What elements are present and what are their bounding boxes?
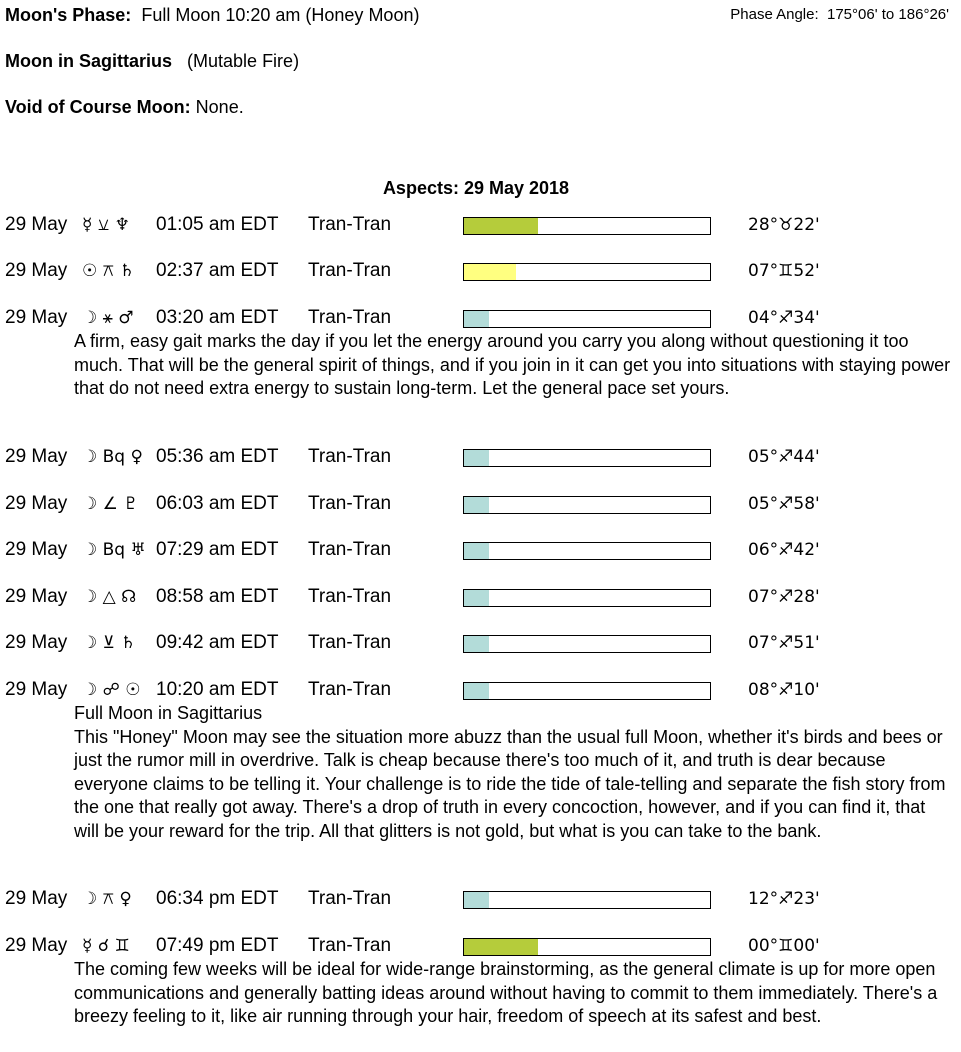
aspect-position: 08°♐10' (748, 680, 820, 700)
strength-bar-fill (464, 497, 489, 513)
aspect-time: 06:03 am EDT (156, 493, 279, 514)
aspect-position: 05°♐44' (748, 447, 820, 467)
aspect-position: 07°♊52' (748, 261, 820, 281)
aspect-position: 12°♐23' (748, 889, 820, 909)
aspect-kind: Tran-Tran (308, 214, 392, 235)
strength-bar-fill (464, 218, 538, 234)
moon-sign-value: (Mutable Fire) (187, 51, 300, 71)
aspect-kind: Tran-Tran (308, 307, 392, 328)
aspect-date: 29 May (5, 935, 68, 956)
strength-bar (463, 263, 711, 281)
strength-bar (463, 589, 711, 607)
strength-bar (463, 938, 711, 956)
aspect-position: 05°♐58' (748, 494, 820, 514)
phase-value: Full Moon 10:20 am (Honey Moon) (141, 5, 420, 25)
strength-bar-fill (464, 939, 538, 955)
aspect-position: 00°♊00' (748, 936, 820, 956)
strength-bar (463, 891, 711, 909)
aspect-glyphs: ☽ ☍ ☉ (82, 680, 141, 700)
phase-angle-label: Phase Angle: (730, 6, 819, 23)
aspect-kind: Tran-Tran (308, 888, 392, 909)
aspect-position: 28°♉22' (748, 215, 820, 235)
aspect-date: 29 May (5, 260, 68, 281)
aspect-kind: Tran-Tran (308, 679, 392, 700)
strength-bar-fill (464, 450, 489, 466)
aspect-kind: Tran-Tran (308, 586, 392, 607)
strength-bar (463, 542, 711, 560)
interpretation-text: This "Honey" Moon may see the situation more abuzz than the usual full Moon, whether it's birds and bees or just the rumor mill in overdrive. Talk is cheap because there's too much of it, and truth is dear because everyone claims to be telling it. Your challenge is to ride the tide of tale-telling and separate the fish story from the one that really got away. There's a drop of truth in every concoction, however, and if you can find it, that will be your reward for the trip. All that glitters is not gold, but what is you can take to the bank. (74, 726, 946, 841)
aspect-position: 07°♐28' (748, 587, 820, 607)
aspect-date: 29 May (5, 493, 68, 514)
aspect-time: 10:20 am EDT (156, 679, 279, 700)
aspect-glyphs: ☽ Bq ♀ (82, 447, 143, 467)
aspect-kind: Tran-Tran (308, 632, 392, 653)
strength-bar (463, 635, 711, 653)
void-value: None. (195, 97, 244, 117)
aspect-glyphs: ☽ ∠ ♇ (82, 494, 139, 514)
aspect-time: 05:36 am EDT (156, 446, 279, 467)
aspect-interpretation (74, 330, 954, 401)
aspect-glyphs: ☿ ☌ ♊ (82, 936, 130, 956)
strength-bar-fill (464, 636, 489, 652)
aspect-glyphs: ☽ ⊻ ♄ (82, 633, 136, 653)
aspect-date: 29 May (5, 446, 68, 467)
aspect-position: 04°♐34' (748, 308, 820, 328)
interpretation-title: Full Moon in Sagittarius (74, 703, 263, 723)
phase-angle (730, 6, 949, 23)
moon-sign-line (5, 51, 299, 72)
strength-bar (463, 449, 711, 467)
aspect-kind: Tran-Tran (308, 260, 392, 281)
aspect-glyphs: ☿ ⚺ ♆ (82, 215, 130, 235)
strength-bar-fill (464, 590, 489, 606)
aspect-glyphs: ☽ Bq ♅ (82, 540, 146, 560)
aspect-kind: Tran-Tran (308, 493, 392, 514)
aspect-kind: Tran-Tran (308, 446, 392, 467)
interpretation-text: The coming few weeks will be ideal for wide-range brainstorming, as the general climate is up for more open communications and generally batting ideas around without having to commit to them immediately. There's a breezy feeling to it, like air running through your hair, freedom of speech at its safest and best. (74, 959, 938, 1027)
aspect-glyphs: ☽ ⚻ ♀ (82, 889, 132, 909)
aspect-interpretation (74, 958, 954, 1029)
aspect-time: 03:20 am EDT (156, 307, 279, 328)
strength-bar-fill (464, 543, 489, 559)
aspect-date: 29 May (5, 632, 68, 653)
aspect-interpretation (74, 702, 954, 844)
phase-angle-value: 175°06' to 186°26' (827, 6, 949, 23)
aspect-time: 06:34 pm EDT (156, 888, 279, 909)
aspect-glyphs: ☽ △ ☊ (82, 587, 137, 607)
aspect-time: 08:58 am EDT (156, 586, 279, 607)
void-label: Void of Course Moon: (5, 97, 191, 117)
phase-label: Moon's Phase: (5, 5, 132, 25)
aspect-time: 07:49 pm EDT (156, 935, 279, 956)
interpretation-text: A firm, easy gait marks the day if you let the energy around you carry you along without questioning it too much. That will be the general spirit of things, and if you join in it can get you into situations with staying power that do not need extra energy to sustain long-term. Let the general pace set yours. (74, 331, 951, 399)
aspect-date: 29 May (5, 539, 68, 560)
aspect-date: 29 May (5, 679, 68, 700)
void-line (5, 97, 244, 118)
aspect-date: 29 May (5, 888, 68, 909)
strength-bar-fill (464, 264, 516, 280)
aspect-position: 07°♐51' (748, 633, 820, 653)
strength-bar (463, 682, 711, 700)
aspect-date: 29 May (5, 307, 68, 328)
phase-line (5, 5, 419, 26)
strength-bar (463, 310, 711, 328)
aspect-glyphs: ☉ ⚻ ♄ (82, 261, 135, 281)
aspects-title: Aspects: 29 May 2018 (382, 178, 570, 198)
aspect-glyphs: ☽ ⚹ ♂ (82, 308, 134, 328)
aspect-time: 09:42 am EDT (156, 632, 279, 653)
aspect-time: 01:05 am EDT (156, 214, 279, 235)
aspect-date: 29 May (5, 586, 68, 607)
strength-bar (463, 217, 711, 235)
aspect-time: 07:29 am EDT (156, 539, 279, 560)
strength-bar-fill (464, 892, 489, 908)
strength-bar-fill (464, 683, 489, 699)
aspect-position: 06°♐42' (748, 540, 820, 560)
strength-bar-fill (464, 311, 489, 327)
moon-sign-label: Moon in Sagittarius (5, 51, 173, 71)
aspect-time: 02:37 am EDT (156, 260, 279, 281)
aspect-date: 29 May (5, 214, 68, 235)
aspect-kind: Tran-Tran (308, 539, 392, 560)
strength-bar (463, 496, 711, 514)
aspect-kind: Tran-Tran (308, 935, 392, 956)
